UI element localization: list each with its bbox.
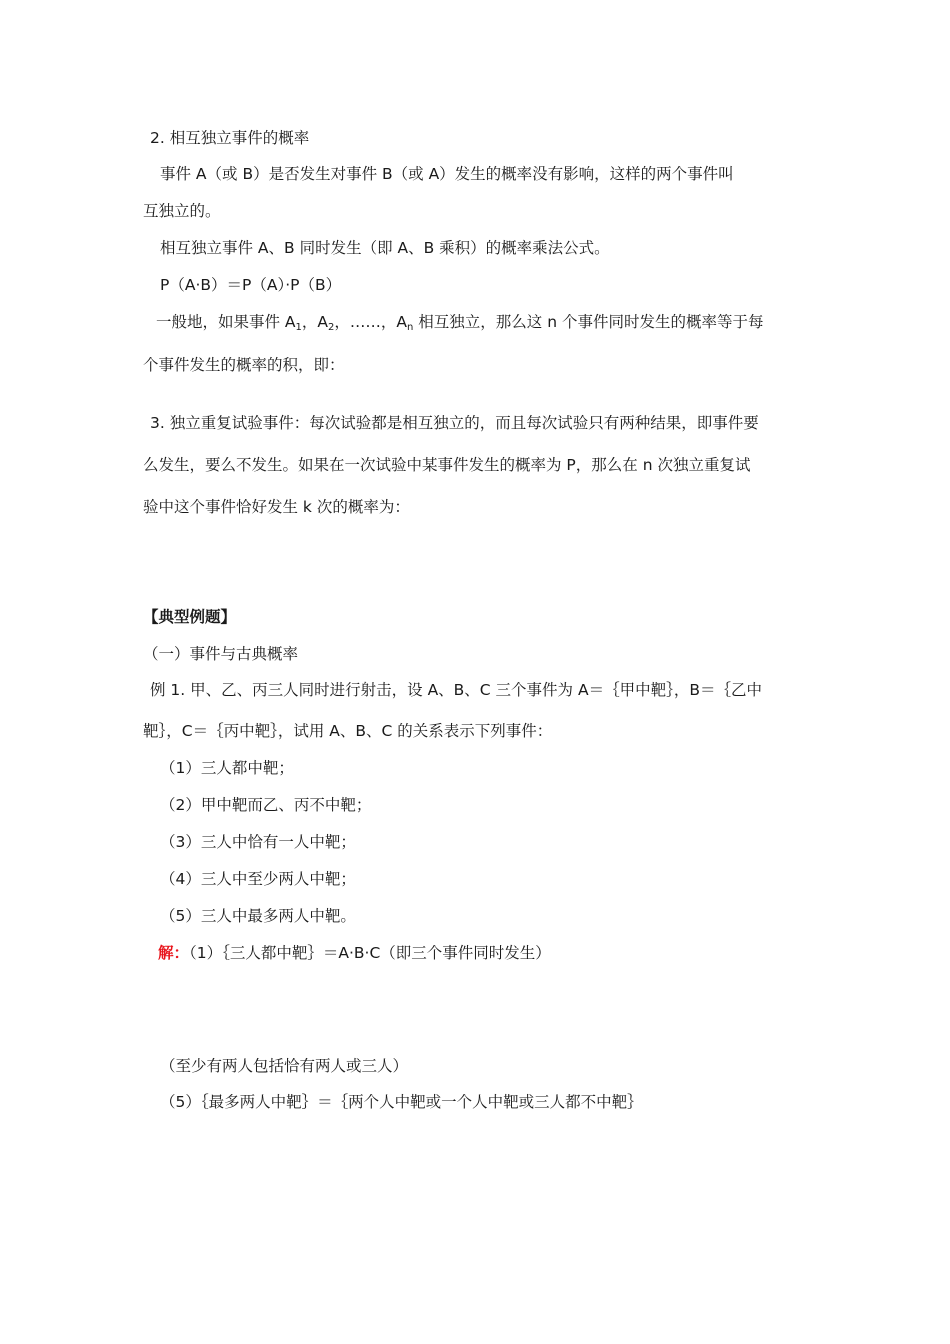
example1-item: （1）三人都中靶； [160,759,294,777]
section3-line1: 3. 独立重复试验事件：每次试验都是相互独立的，而且每次试验只有两种结果，即事件要 [150,414,759,432]
examples-heading: 【典型例题】 [143,608,237,626]
section3-line2: 么发生，要么不发生。如果在一次试验中某事件发生的概率为 P，那么在 n 次独立重复试 [143,456,751,474]
solution-label: 解： [158,944,190,962]
section2-formula-intro: 相互独立事件 A、B 同时发生（即 A、B 乘积）的概率乘法公式。 [160,239,610,257]
solution-note: （至少有两人包括恰有两人或三人） [160,1057,409,1075]
section3-line3: 验中这个事件恰好发生 k 次的概率为： [143,498,410,516]
section2-definition-line2: 互独立的。 [143,202,221,220]
examples-subheading: （一）事件与古典概率 [143,645,299,663]
solution-line1: 解：（1）｛三人都中靶｝＝A·B·C（即三个事件同时发生） [158,944,551,962]
example1-line2: 靶｝，C＝｛丙中靶｝，试用 A、B、C 的关系表示下列事件： [143,722,553,740]
section2-general-line1: 一般地，如果事件 $A_1$，$A_2$，……，$A_n$ 相互独立，那么这 n 个事件同时发生的概率等于每 [156,313,764,333]
example1-item: （2）甲中靶而乙、丙不中靶； [160,796,372,814]
section2-heading: 2. 相互独立事件的概率 [150,129,310,147]
example1-line1: 例 1. 甲、乙、丙三人同时进行射击，设 A、B、C 三个事件为 A＝｛甲中靶｝，B＝｛乙中 [150,681,762,699]
section2-multiplication-formula: P（A·B）＝P（A）·P（B） [160,276,342,294]
section2-general-line2: 个事件发生的概率的积，即： [143,356,345,374]
example1-item: （5）三人中最多两人中靶。 [160,907,356,925]
example1-item: （3）三人中恰有一人中靶； [160,833,356,851]
section2-definition-line1: 事件 A（或 B）是否发生对事件 B（或 A）发生的概率没有影响，这样的两个事件叫 [160,165,734,183]
example1-item: （4）三人中至少两人中靶； [160,870,356,888]
solution-line5: （5）｛最多两人中靶｝＝｛两个人中靶或一个人中靶或三人都不中靶｝ [160,1093,643,1111]
